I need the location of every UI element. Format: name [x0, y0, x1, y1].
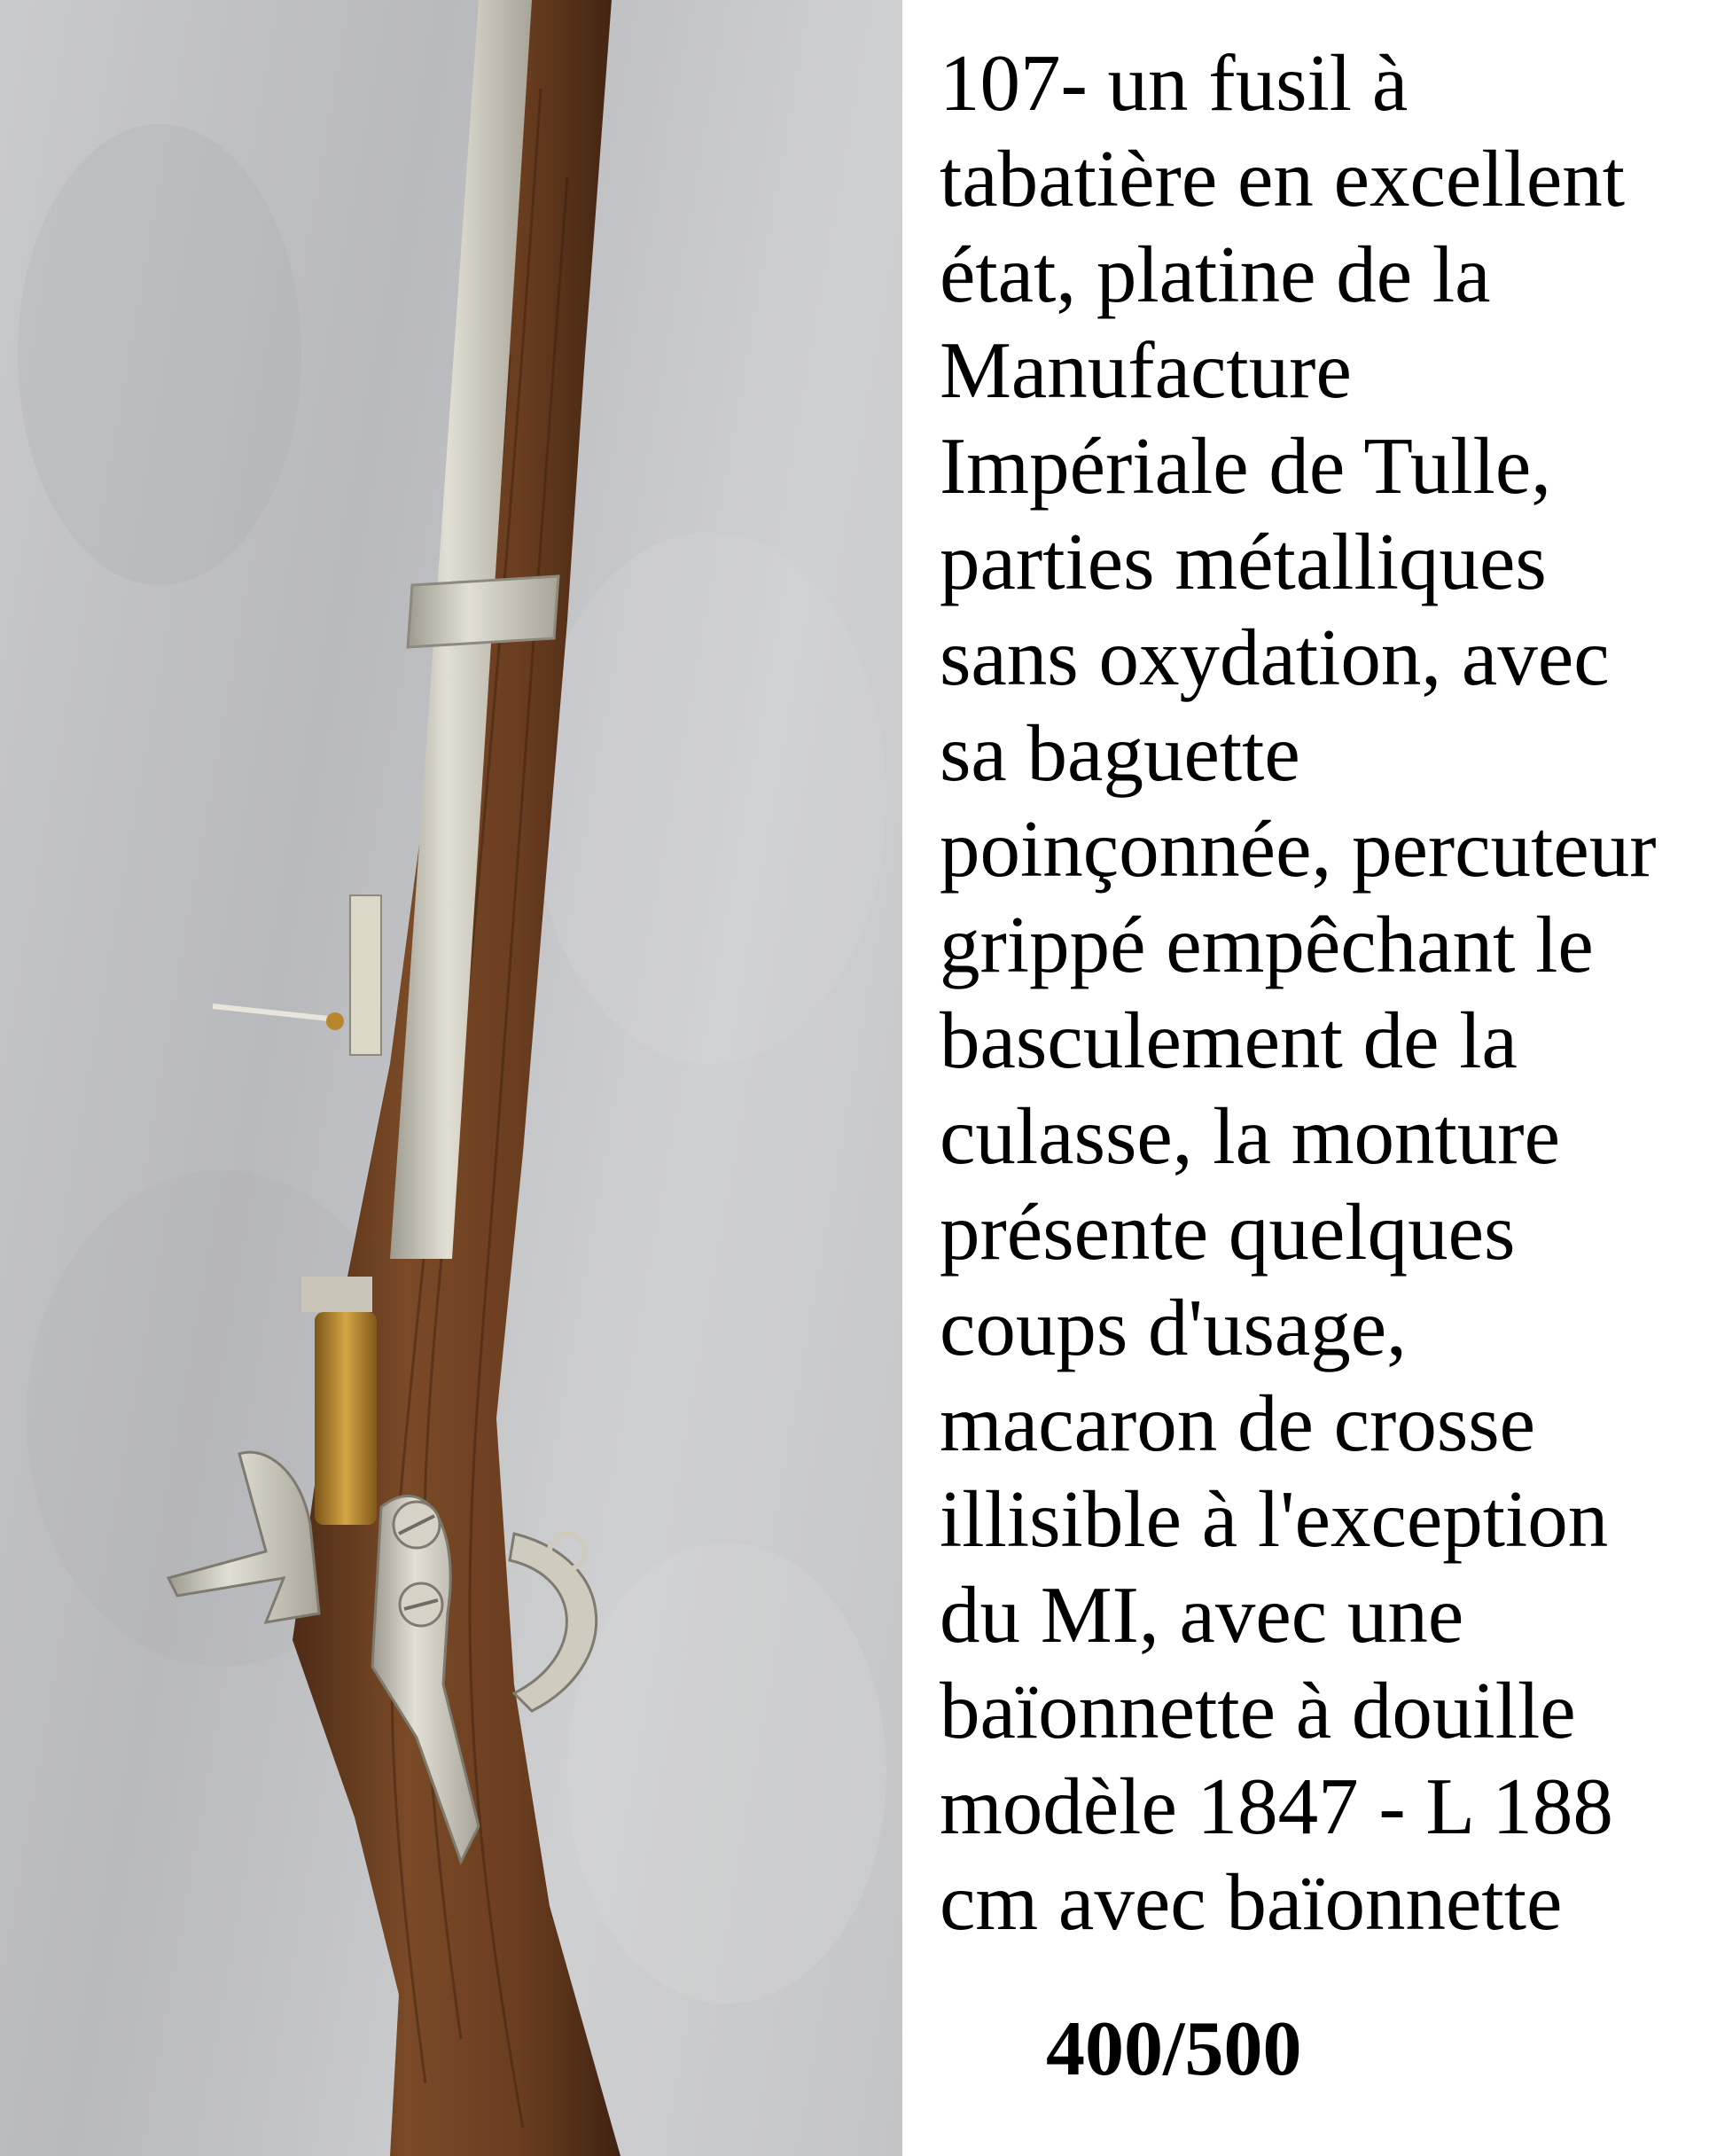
description-line: Impériale de Tulle,	[940, 421, 1551, 511]
description-line: présente quelques	[940, 1187, 1516, 1277]
description-line: cm avec baïonnette	[940, 1857, 1563, 1947]
lot-description	[940, 35, 1693, 1950]
breech-brass	[315, 1312, 377, 1525]
description-line: 107- un fusil à	[940, 38, 1409, 128]
description-line: sa baguette	[940, 708, 1300, 798]
description-line: Manufacture	[940, 325, 1352, 415]
description-line: parties métalliques	[940, 517, 1547, 606]
barrel-band	[408, 576, 558, 647]
description-line: sans oxydation, avec	[940, 613, 1610, 702]
price-estimate: 400/500	[1046, 2006, 1302, 2092]
rear-sight	[350, 895, 381, 1055]
description-line: tabatière en excellent	[940, 134, 1626, 223]
description-line: poinçonnée, percuteur	[940, 804, 1657, 894]
description-line: coups d'usage,	[940, 1283, 1407, 1372]
description-line: culasse, la monture	[940, 1091, 1560, 1181]
description-line: du MI, avec une	[940, 1570, 1464, 1660]
description-line: baïonnette à douille	[940, 1666, 1576, 1755]
description-line: illisible à l'exception	[940, 1474, 1609, 1564]
description-line: basculement de la	[940, 996, 1518, 1085]
description-line: état, platine de la	[940, 230, 1491, 319]
description-line: macaron de crosse	[940, 1379, 1536, 1468]
description-line: modèle 1847 - L 188	[940, 1762, 1613, 1851]
description-line: grippé empêchant le	[940, 900, 1594, 989]
